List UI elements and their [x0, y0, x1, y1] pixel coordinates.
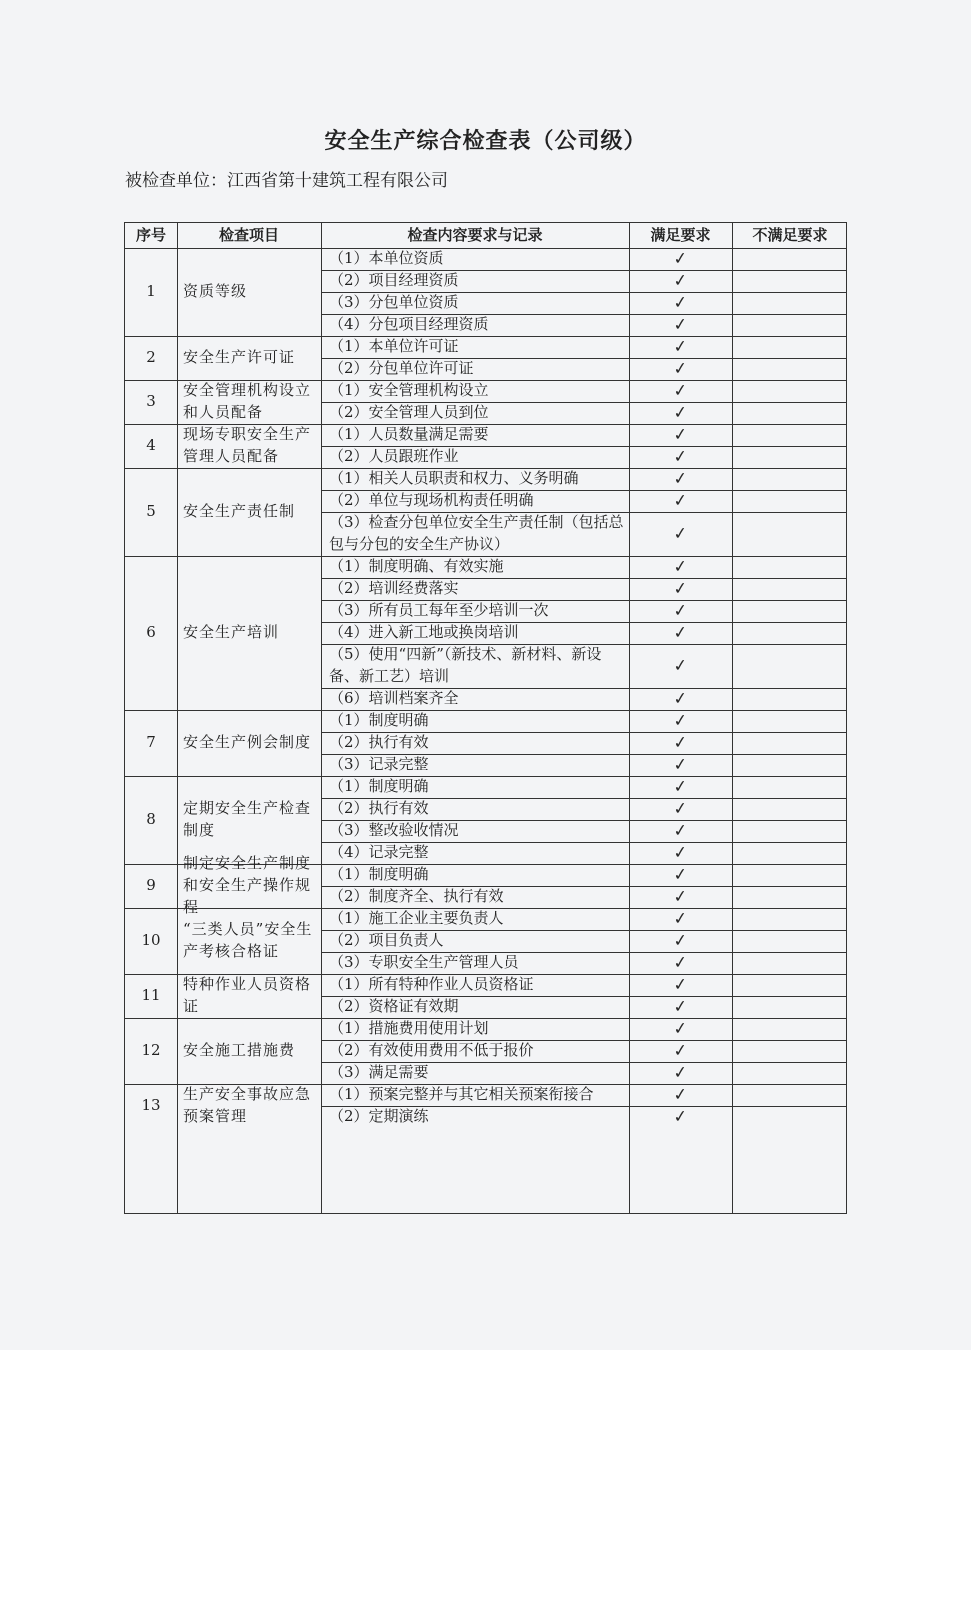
check-mark-icon: ✓ [672, 379, 689, 402]
check-mark-icon: ✓ [672, 423, 689, 446]
group-number: 2 [146, 348, 156, 367]
unsatisfied-cell [732, 358, 848, 380]
row-content: （1）所有特种作业人员资格证 [329, 975, 534, 994]
check-mark-icon: ✓ [672, 599, 689, 622]
check-mark-icon: ✓ [672, 1083, 689, 1106]
check-mark-icon: ✓ [672, 1061, 689, 1084]
group-number: 3 [146, 392, 156, 411]
unsatisfied-cell [732, 710, 848, 732]
unsatisfied-cell [732, 886, 848, 908]
unsatisfied-cell [732, 1084, 848, 1106]
row-content: （1）制度明确、有效实施 [329, 557, 504, 576]
row-content: （2）资格证有效期 [329, 997, 459, 1016]
check-mark-icon: ✓ [672, 555, 689, 578]
unsatisfied-cell [732, 314, 848, 336]
row-content: （1）本单位许可证 [329, 337, 459, 356]
row-content: （1）制度明确 [329, 777, 429, 796]
row-content: （4）进入新工地或换岗培训 [329, 623, 519, 642]
unsatisfied-cell [732, 688, 848, 710]
unsatisfied-cell [732, 864, 848, 886]
row-content: （3）专职安全生产管理人员 [329, 953, 519, 972]
check-mark-icon: ✓ [672, 621, 689, 644]
check-mark-icon: ✓ [672, 863, 689, 886]
check-mark-icon: ✓ [672, 1039, 689, 1062]
check-mark-icon: ✓ [672, 335, 689, 358]
row-content: （2）执行有效 [329, 733, 429, 752]
unsatisfied-cell [732, 270, 848, 292]
header-satisfied: 满足要求 [650, 225, 711, 244]
group-number: 6 [146, 623, 156, 642]
group-item: 安全生产培训 [183, 623, 280, 642]
unsatisfied-cell [732, 490, 848, 512]
unsatisfied-cell [732, 776, 848, 798]
row-content: （2）人员跟班作业 [329, 447, 459, 466]
check-mark-icon: ✓ [672, 907, 689, 930]
unsatisfied-cell [732, 1106, 848, 1128]
row-content: （3）整改验收情况 [329, 821, 459, 840]
check-mark-icon: ✓ [672, 522, 689, 545]
unsatisfied-cell [732, 556, 848, 578]
unsatisfied-cell [732, 424, 848, 446]
check-mark-icon: ✓ [672, 995, 689, 1018]
row-content: （2）项目经理资质 [329, 271, 459, 290]
group-number: 7 [146, 733, 156, 752]
group-number: 13 [141, 1096, 161, 1115]
row-content: （2）分包单位许可证 [329, 359, 474, 378]
check-mark-icon: ✓ [672, 841, 689, 864]
unsatisfied-cell [732, 842, 848, 864]
row-content: （1）施工企业主要负责人 [329, 909, 504, 928]
row-content: （1）措施费用使用计划 [329, 1019, 489, 1038]
unsatisfied-cell [732, 798, 848, 820]
unsatisfied-cell [732, 380, 848, 402]
row-content: （3）分包单位资质 [329, 293, 459, 312]
unsatisfied-cell [732, 248, 848, 270]
unsatisfied-cell [732, 578, 848, 600]
check-mark-icon: ✓ [672, 1017, 689, 1040]
inspected-unit-value: 江西省第十建筑工程有限公司 [227, 171, 448, 191]
header-no: 序号 [135, 225, 166, 244]
unsatisfied-cell [732, 512, 848, 556]
unsatisfied-cell [732, 468, 848, 490]
check-mark-icon: ✓ [672, 269, 689, 292]
unsatisfied-cell [732, 1018, 848, 1040]
check-mark-icon: ✓ [672, 445, 689, 468]
row-content: （4）记录完整 [329, 843, 429, 862]
group-number: 1 [146, 282, 156, 301]
group-item: 安全施工措施费 [183, 1041, 296, 1060]
unsatisfied-cell [732, 336, 848, 358]
group-item: 特种作业人员资格证 [183, 975, 312, 1015]
unsatisfied-cell [732, 622, 848, 644]
row-content: （1）人员数量满足需要 [329, 425, 489, 444]
row-content: （2）安全管理人员到位 [329, 403, 489, 422]
check-mark-icon: ✓ [672, 577, 689, 600]
header-item: 检查项目 [218, 225, 279, 244]
unsatisfied-cell [732, 1040, 848, 1062]
check-mark-icon: ✓ [672, 247, 689, 270]
check-mark-icon: ✓ [672, 687, 689, 710]
unsatisfied-cell [732, 996, 848, 1018]
row-content: （2）制度齐全、执行有效 [329, 887, 504, 906]
header-content: 检查内容要求与记录 [407, 225, 543, 244]
row-content: （3）满足需要 [329, 1063, 429, 1082]
group-item: 生产安全事故应急预案管理 [183, 1085, 312, 1125]
group-item: 安全生产许可证 [183, 348, 296, 367]
group-number: 10 [141, 931, 161, 950]
group-number: 11 [141, 986, 161, 1005]
inspected-unit-label: 被检查单位： [125, 171, 227, 191]
page-title: 安全生产综合检查表（公司级） [324, 128, 647, 154]
group-item: 安全生产例会制度 [183, 733, 312, 752]
row-content: （2）有效使用费用不低于报价 [329, 1041, 534, 1060]
group-number: 9 [146, 876, 156, 895]
group-number: 4 [146, 436, 156, 455]
check-mark-icon: ✓ [672, 753, 689, 776]
row-content: （6）培训档案齐全 [329, 689, 459, 708]
check-mark-icon: ✓ [672, 929, 689, 952]
check-mark-icon: ✓ [672, 951, 689, 974]
row-content: （2）项目负责人 [329, 931, 444, 950]
row-content: （1）制度明确 [329, 865, 429, 884]
group-item: 资质等级 [183, 282, 248, 301]
row-content: （1）预案完整并与其它相关预案衔接合 [329, 1085, 594, 1104]
check-mark-icon: ✓ [672, 401, 689, 424]
unsatisfied-cell [732, 930, 848, 952]
check-mark-icon: ✓ [672, 654, 689, 677]
unsatisfied-cell [732, 600, 848, 622]
row-content: （2）培训经费落实 [329, 579, 459, 598]
unsatisfied-cell [732, 732, 848, 754]
column-divider [321, 223, 322, 1213]
group-number: 5 [146, 502, 156, 521]
group-number: 12 [141, 1041, 161, 1060]
row-content: （4）分包项目经理资质 [329, 315, 489, 334]
group-item: 定期安全生产检查制度 [183, 799, 312, 839]
unsatisfied-cell [732, 1062, 848, 1084]
unsatisfied-cell [732, 974, 848, 996]
unsatisfied-cell [732, 952, 848, 974]
unsatisfied-cell [732, 446, 848, 468]
unsatisfied-cell [732, 402, 848, 424]
group-item: 制定安全生产制度和安全生产操作规程 [183, 854, 312, 916]
group-item: 现场专职安全生产管理人员配备 [183, 425, 312, 465]
column-divider [177, 223, 178, 1213]
row-content: （2）执行有效 [329, 799, 429, 818]
header-unsatisfied: 不满足要求 [752, 225, 828, 244]
row-content: （1）安全管理机构设立 [329, 381, 489, 400]
group-item: “三类人员”安全生产考核合格证 [183, 920, 313, 960]
unsatisfied-cell [732, 292, 848, 314]
group-item: 安全生产责任制 [183, 502, 296, 521]
group-number: 8 [146, 810, 156, 829]
row-content: （1）制度明确 [329, 711, 429, 730]
check-mark-icon: ✓ [672, 357, 689, 380]
check-mark-icon: ✓ [672, 973, 689, 996]
row-content: （1）相关人员职责和权力、义务明确 [329, 469, 579, 488]
row-content: （3）所有员工每年至少培训一次 [329, 601, 549, 620]
check-mark-icon: ✓ [672, 775, 689, 798]
row-content: （2）定期演练 [329, 1107, 429, 1126]
check-mark-icon: ✓ [672, 467, 689, 490]
inspected-unit-line [125, 166, 448, 191]
check-mark-icon: ✓ [672, 709, 689, 732]
row-content: （2）单位与现场机构责任明确 [329, 491, 534, 510]
check-mark-icon: ✓ [672, 797, 689, 820]
inspection-table [124, 222, 847, 1214]
check-mark-icon: ✓ [672, 885, 689, 908]
check-mark-icon: ✓ [672, 313, 689, 336]
row-content: （3）检查分包单位安全生产责任制（包括总包与分包的安全生产协议） [329, 513, 624, 553]
check-mark-icon: ✓ [672, 819, 689, 842]
row-content: （5）使用“四新”（新技术、新材料、新设备、新工艺）培训 [329, 645, 602, 685]
unsatisfied-cell [732, 754, 848, 776]
group-item: 安全管理机构设立和人员配备 [183, 381, 312, 421]
unsatisfied-cell [732, 908, 848, 930]
check-mark-icon: ✓ [672, 1105, 689, 1128]
row-content: （3）记录完整 [329, 755, 429, 774]
unsatisfied-cell [732, 820, 848, 842]
check-mark-icon: ✓ [672, 731, 689, 754]
check-mark-icon: ✓ [672, 291, 689, 314]
row-content: （1）本单位资质 [329, 249, 444, 268]
unsatisfied-cell [732, 644, 848, 688]
check-mark-icon: ✓ [672, 489, 689, 512]
